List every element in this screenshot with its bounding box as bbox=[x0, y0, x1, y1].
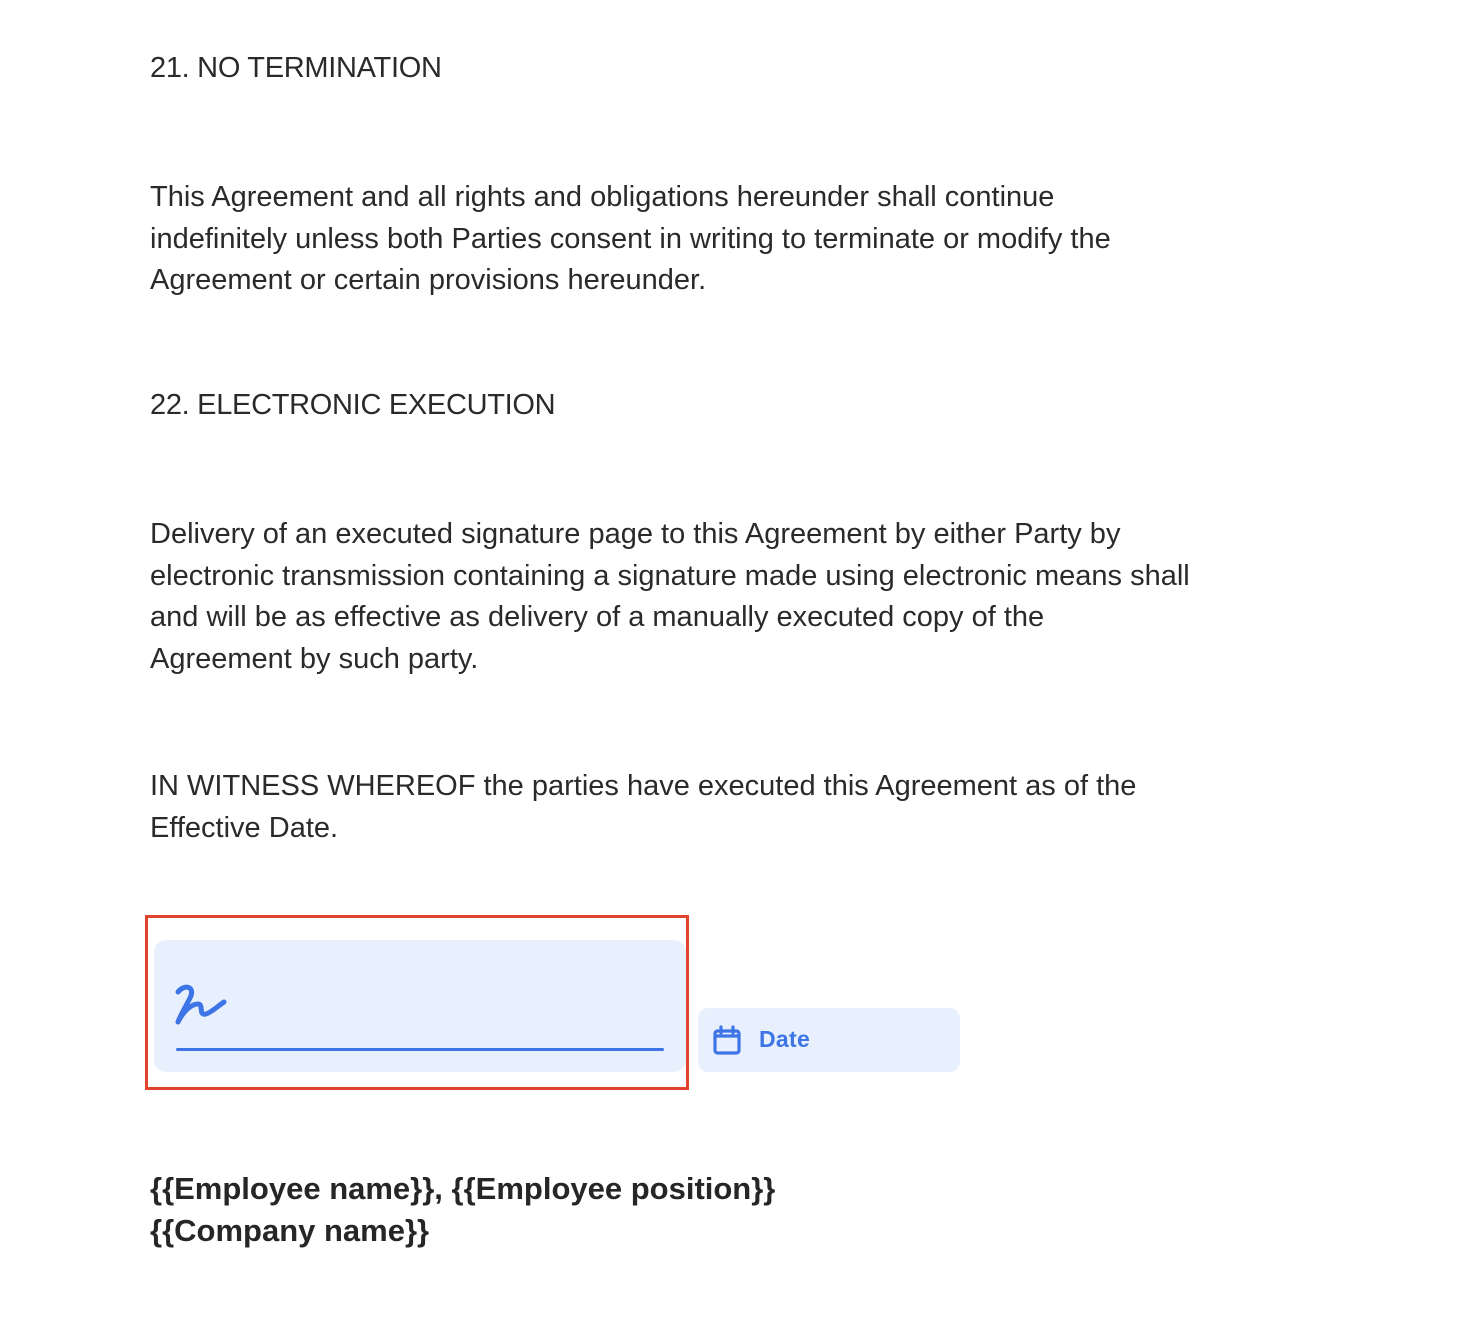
section-paragraph-electronic-execution bbox=[150, 514, 1380, 680]
signature-icon bbox=[172, 982, 244, 1030]
date-field-label: Date bbox=[759, 1026, 811, 1052]
signature-line bbox=[176, 1048, 664, 1051]
section-heading-no-termination: 21. NO TERMINATION bbox=[150, 52, 442, 84]
paragraph-line: IN WITNESS WHEREOF the parties have executed this Agreement as of the bbox=[150, 770, 1137, 802]
paragraph-line: indefinitely unless both Parties consent in writing to terminate or modify the bbox=[150, 222, 1111, 255]
paragraph-line: Effective Date. bbox=[150, 811, 339, 844]
employee-placeholder: {{Employee name}}, {{Employee position}} bbox=[150, 1171, 776, 1206]
paragraph-line: electronic transmission containing a signature made using electronic means shall bbox=[150, 559, 1190, 592]
signature-field[interactable] bbox=[154, 940, 686, 1072]
paragraph-line: and will be as effective as delivery of a manually executed copy of the bbox=[150, 601, 1045, 633]
signatory-placeholders bbox=[150, 1168, 775, 1252]
calendar-icon bbox=[712, 1025, 742, 1055]
company-placeholder: {{Company name}} bbox=[150, 1213, 430, 1248]
paragraph-line: Agreement or certain provisions hereunder. bbox=[150, 264, 707, 296]
witness-paragraph bbox=[150, 766, 1380, 849]
paragraph-line: Agreement by such party. bbox=[150, 642, 479, 675]
section-heading-electronic-execution: 22. ELECTRONIC EXECUTION bbox=[150, 389, 556, 421]
paragraph-line: This Agreement and all rights and obligations hereunder shall continue bbox=[150, 181, 1055, 213]
section-paragraph-no-termination bbox=[150, 177, 1380, 302]
date-field[interactable] bbox=[698, 1008, 960, 1072]
paragraph-line: Delivery of an executed signature page to this Agreement by either Party by bbox=[150, 518, 1121, 550]
